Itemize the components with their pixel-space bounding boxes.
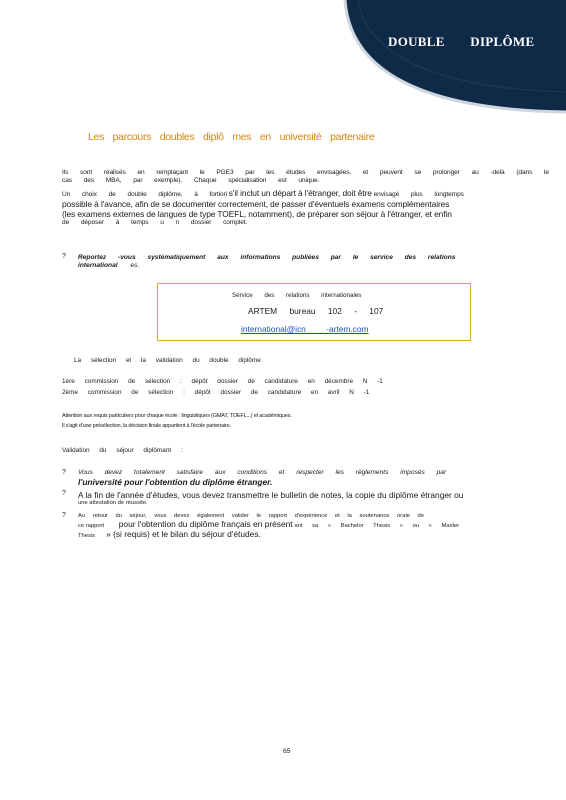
intro-text: envisagé plus longtemps <box>373 191 464 198</box>
validation-line: A la fin de l'année d'études, vous devez transmettre le bulletin de notes, la copie du diplôme étranger ou <box>78 490 464 500</box>
page-title: Les parcours doubles diplô mes en université partenaire <box>88 131 375 143</box>
contact-box <box>157 283 471 341</box>
page-number: 65 <box>283 748 291 755</box>
validation-line: pour l'obtention du diplôme français en présent <box>118 518 293 529</box>
question-mark-icon: ? <box>62 490 66 497</box>
selection-note-2: Il s'agit d'une présélection, la décision finale appartient à l'école partenaire. <box>62 423 231 429</box>
validation-heading: Validation du séjour diplômant : <box>62 447 183 454</box>
contact-office: ARTEM bureau 102 - 107 <box>248 306 384 316</box>
reportez-note <box>78 254 518 270</box>
question-mark-icon: ? <box>62 253 66 260</box>
validation-item-3 <box>78 513 518 540</box>
question-mark-icon: ? <box>62 469 66 476</box>
selection-heading: La sélection et la validation du double diplôme <box>74 357 261 364</box>
contact-email-link[interactable]: international@icn -artem.com <box>241 324 369 334</box>
question-mark-icon: ? <box>62 512 66 519</box>
intro-paragraph-1 <box>62 169 549 184</box>
intro-line: cas des MBA, par exemple). Chaque spécialisation est unique. <box>62 176 320 184</box>
intro-paragraph-2 <box>62 190 514 226</box>
header-title: DOUBLE DIPLÔME <box>388 34 535 49</box>
validation-item-1 <box>78 469 518 487</box>
validation-line: ce rapport <box>78 522 105 529</box>
validation-line: ant sa « Bachelor Thesis » ou « Master <box>294 522 460 529</box>
selection-row-1: 1ère commission de sélection : dépôt dossier de candidature en décembre N -1 <box>62 378 383 385</box>
validation-line: Vous devez totalement satisfaire aux conditions et respecter les règlements imposés par <box>78 469 447 476</box>
validation-line: l'université pour l'obtention du diplôme étranger. <box>78 476 273 487</box>
reportez-line: es. <box>130 261 140 269</box>
header-corner-shape <box>0 0 566 140</box>
intro-text: s'il inclut un départ à l'étranger, doit être <box>228 188 372 198</box>
validation-item-2 <box>78 490 518 508</box>
contact-service: Service des relations internationales <box>232 292 362 299</box>
intro-text: possible à l'avance, afin de se documenter correctement, de passer d'éventuels examens complémentaires <box>62 198 450 209</box>
validation-line: Thesis <box>78 532 96 539</box>
validation-line: » (si requis) et le bilan du séjour d'études. <box>106 528 261 539</box>
selection-note-1: Attention aux requis particuliers pour chaque école : linguistiques (GMAT, TOEFL...) et académiques. <box>62 413 292 419</box>
intro-text: Un choix de double diplôme, à fortiori <box>62 191 228 198</box>
intro-text: de déposer à temps u n dossier complet. <box>62 218 248 226</box>
reportez-line: Reportez -vous systématiquement aux informations publiées par le service des relations <box>78 254 456 261</box>
validation-line: Au retour du séjour, vous devez également valider le rapport d'expérience et la soutenance orale de <box>78 513 425 519</box>
selection-row-2: 2ème commission de sélection : dépôt dossier de candidature en avril N -1 <box>62 389 370 396</box>
validation-line: une attestation de réussite. <box>78 500 148 506</box>
intro-line: Ils sont réalisés en remplaçant le PGE3 par les études envisagées, et peuvent se prolonger au -delà (dans le <box>62 169 549 176</box>
intro-text: (les examens externes de langues de type TOEFL, notamment), de préparer son séjour à l'étranger, et enfin <box>62 208 452 219</box>
reportez-line: international <box>78 261 118 269</box>
